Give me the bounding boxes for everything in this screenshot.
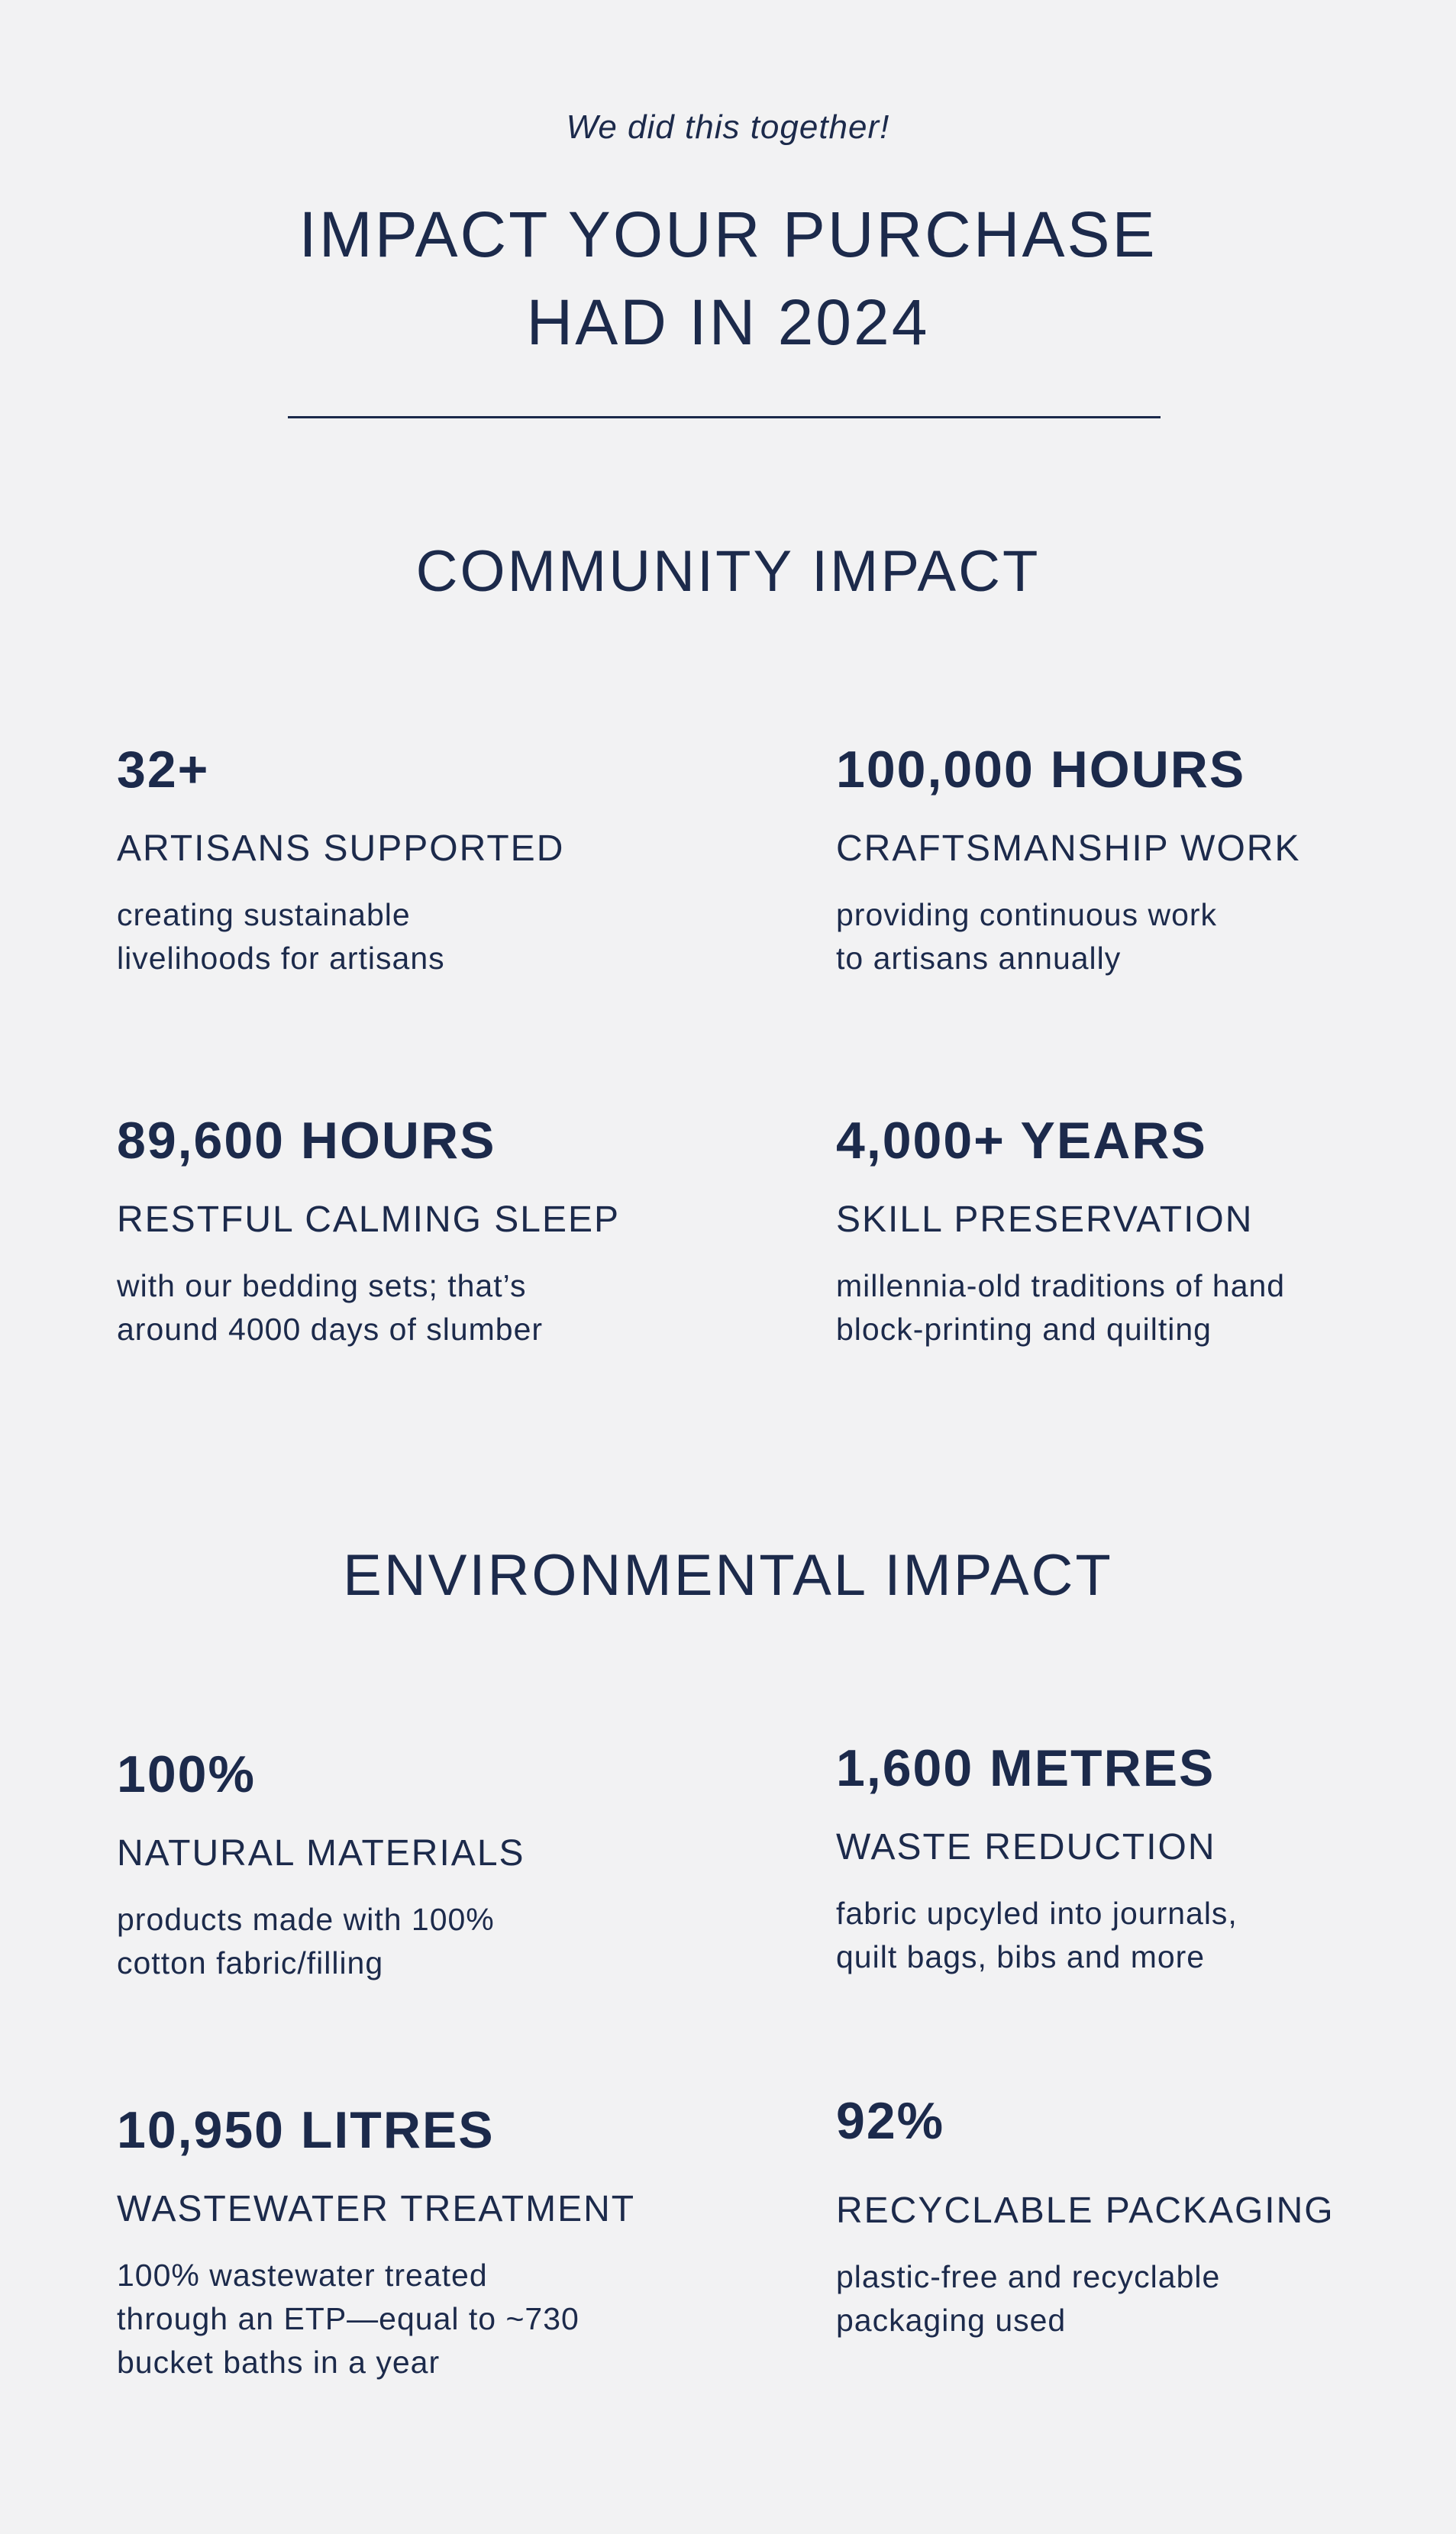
stat-description: [117, 1898, 743, 1985]
stat-value: 92%: [836, 2092, 945, 2150]
stat-description: [836, 1264, 1456, 1351]
stat-craftsmanship-work: [836, 739, 1456, 980]
stat-description-line: through an ETP—equal to ~730: [117, 2301, 579, 2336]
stat-description-line: with our bedding sets; that’s: [117, 1268, 527, 1303]
stat-natural-materials: [117, 1744, 743, 1985]
stat-description: [117, 893, 743, 980]
stat-wastewater-treatment: [117, 2100, 743, 2384]
stat-description-line: products made with 100%: [117, 1902, 495, 1937]
stat-label: CRAFTSMANSHIP WORK: [836, 828, 1301, 869]
stat-description: [836, 2255, 1456, 2342]
stat-description-line: quilt bags, bibs and more: [836, 1939, 1206, 1974]
stat-description-line: livelihoods for artisans: [117, 941, 445, 976]
stat-description-line: block-printing and quilting: [836, 1312, 1212, 1347]
stat-restful-sleep: [117, 1110, 743, 1351]
stat-value: 100%: [117, 1745, 256, 1803]
title-divider: [288, 416, 1161, 418]
stat-description-line: creating sustainable: [117, 897, 411, 932]
tagline: We did this together!: [566, 108, 890, 146]
stat-artisans-supported: [117, 739, 743, 980]
stat-label: SKILL PRESERVATION: [836, 1199, 1254, 1240]
stat-label: RESTFUL CALMING SLEEP: [117, 1199, 621, 1240]
stat-description-line: providing continuous work: [836, 897, 1218, 932]
stat-recyclable-packaging: [836, 2090, 1456, 2342]
stat-description-line: packaging used: [836, 2303, 1067, 2338]
stat-label: WASTE REDUCTION: [836, 1827, 1216, 1867]
page-title-line1: IMPACT YOUR PURCHASE: [299, 199, 1157, 270]
stat-description: [117, 1264, 743, 1351]
stat-label: NATURAL MATERIALS: [117, 1833, 525, 1874]
stat-description-line: plastic-free and recyclable: [836, 2259, 1221, 2294]
stat-label: WASTEWATER TREATMENT: [117, 2189, 636, 2229]
community-section-title: COMMUNITY IMPACT: [415, 539, 1041, 604]
stat-description: [836, 1892, 1456, 1979]
stat-label: ARTISANS SUPPORTED: [117, 828, 565, 869]
stat-skill-preservation: [836, 1110, 1456, 1351]
stat-description-line: millennia-old traditions of hand: [836, 1268, 1286, 1303]
stat-value: 32+: [117, 741, 210, 799]
environmental-section-title: ENVIRONMENTAL IMPACT: [343, 1543, 1113, 1608]
stat-description: [117, 2254, 743, 2384]
stat-description-line: cotton fabric/filling: [117, 1945, 384, 1980]
stat-description-line: around 4000 days of slumber: [117, 1312, 544, 1347]
stat-label: RECYCLABLE PACKAGING: [836, 2190, 1335, 2231]
stat-description-line: 100% wastewater treated: [117, 2258, 488, 2293]
page-title: [0, 191, 1456, 366]
stat-value: 89,600 HOURS: [117, 1112, 496, 1170]
stat-description-line: fabric upcyled into journals,: [836, 1896, 1238, 1931]
stat-waste-reduction: [836, 1738, 1456, 1979]
stat-value: 1,600 METRES: [836, 1739, 1215, 1797]
stat-value: 4,000+ YEARS: [836, 1112, 1207, 1170]
stat-value: 10,950 LITRES: [117, 2101, 495, 2159]
stat-description-line: bucket baths in a year: [117, 2345, 441, 2380]
stat-description-line: to artisans annually: [836, 941, 1122, 976]
page-title-line2: HAD IN 2024: [526, 286, 930, 358]
stat-value: 100,000 HOURS: [836, 741, 1246, 799]
stat-description: [836, 893, 1456, 980]
